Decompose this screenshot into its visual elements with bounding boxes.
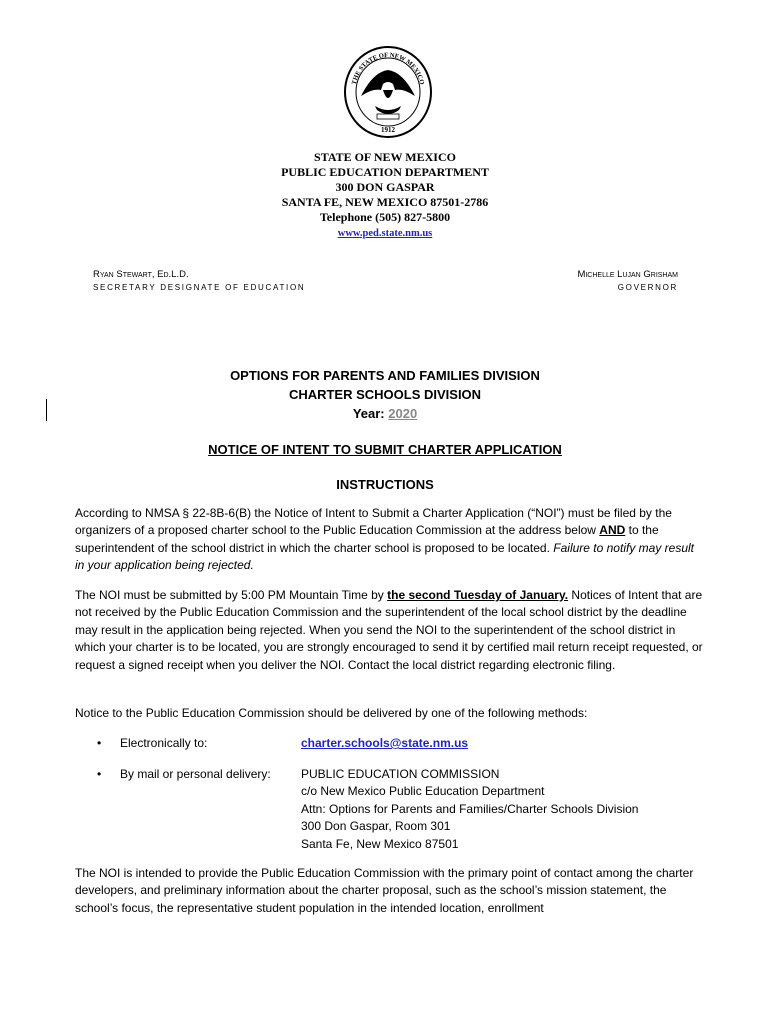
- paragraph-purpose: The NOI is intended to provide the Public Education Commission with the primary point of contact among the charter developers, and preliminary information about the charter proposal, such as the school’s mission statement, the school’s focus, the representative student population in the intended location, enrollment: [75, 866, 694, 915]
- governor-title: GOVERNOR: [617, 283, 678, 292]
- state-seal-logo: [343, 44, 433, 144]
- charter-division-heading: CHARTER SCHOOLS DIVISION: [288, 387, 482, 402]
- instructions-heading: INSTRUCTIONS: [336, 477, 434, 492]
- svg-text:THE STATE OF NEW MEXICO: THE STATE OF NEW MEXICO: [350, 51, 426, 86]
- website-link[interactable]: www.ped.state.nm.us: [337, 228, 433, 239]
- year-line: [0, 404, 770, 423]
- letterhead-line: Telephone (505) 827-5800: [319, 210, 451, 224]
- bullet-icon: •: [97, 767, 102, 781]
- deadline-emphasis: the second Tuesday of January.: [387, 588, 569, 602]
- warning-text: Failure to notify may result in your application being rejected: [75, 540, 694, 573]
- mailing-address: PUBLIC EDUCATION COMMISSION c/o New Mexico Public Education Department Attn: Options for Parents and Families/Charter Schools Division 300 Don Gaspar, Room 301 Santa Fe, New Mexico 87501: [301, 767, 639, 851]
- bullet-icon: •: [97, 736, 102, 750]
- secretary-name: Ryan Stewart, Ed.L.D.: [93, 269, 189, 280]
- letterhead-line: STATE OF NEW MEXICO: [314, 150, 456, 164]
- and-emphasis: AND: [599, 523, 626, 538]
- letterhead-line: PUBLIC EDUCATION DEPARTMENT: [281, 165, 489, 179]
- year-label: Year:: [352, 406, 385, 421]
- letterhead-line: 300 DON GASPAR: [335, 180, 435, 194]
- paragraph-delivery: Notice to the Public Education Commission should be delivered by one of the following methods:: [75, 706, 588, 720]
- governor-block: [577, 268, 678, 294]
- paragraph-deadline: The NOI must be submitted by 5:00 PM Mountain Time by the second Tuesday of January. Notices of Intent that are not received by the Public Education Commission and the superintendent of the local school district by the deadline may result in the application being rejected. When you send the NOI to the superintendent of the school district in which your charter is to be located, you are strongly encouraged to send it by certified mail return receipt requested, or request a signed receipt when you deliver the NOI. Contact the local district regarding electronic filing.: [75, 588, 703, 672]
- notice-title: NOTICE OF INTENT TO SUBMIT CHARTER APPLICATION: [208, 442, 562, 457]
- secretary-block: [93, 268, 305, 294]
- method-mail: [75, 766, 705, 856]
- email-link[interactable]: charter.schools@state.nm.us: [301, 736, 469, 750]
- method-label: Electronically to:: [120, 736, 208, 750]
- method-label: By mail or personal delivery:: [120, 767, 271, 781]
- governor-name: Michelle Lujan Grisham: [577, 269, 678, 280]
- svg-text:1912: 1912: [381, 126, 395, 134]
- letterhead: [235, 150, 535, 241]
- division-heading: OPTIONS FOR PARENTS AND FAMILIES DIVISION: [230, 368, 540, 383]
- method-electronic: [75, 735, 705, 753]
- secretary-title: SECRETARY DESIGNATE OF EDUCATION: [93, 283, 306, 292]
- letterhead-line: SANTA FE, NEW MEXICO 87501-2786: [281, 195, 489, 209]
- year-field[interactable]: 2020: [388, 406, 418, 421]
- paragraph-filing: According to NMSA § 22-8B-6(B) the Notice of Intent to Submit a Charter Application (“NOI”) must be filed by the organizers of a proposed charter school to the Public Education Commission at the address below AND to the superintendent of the school district in which the charter school is proposed to be located. Failure to notify may result in your application being rejected.: [75, 506, 694, 573]
